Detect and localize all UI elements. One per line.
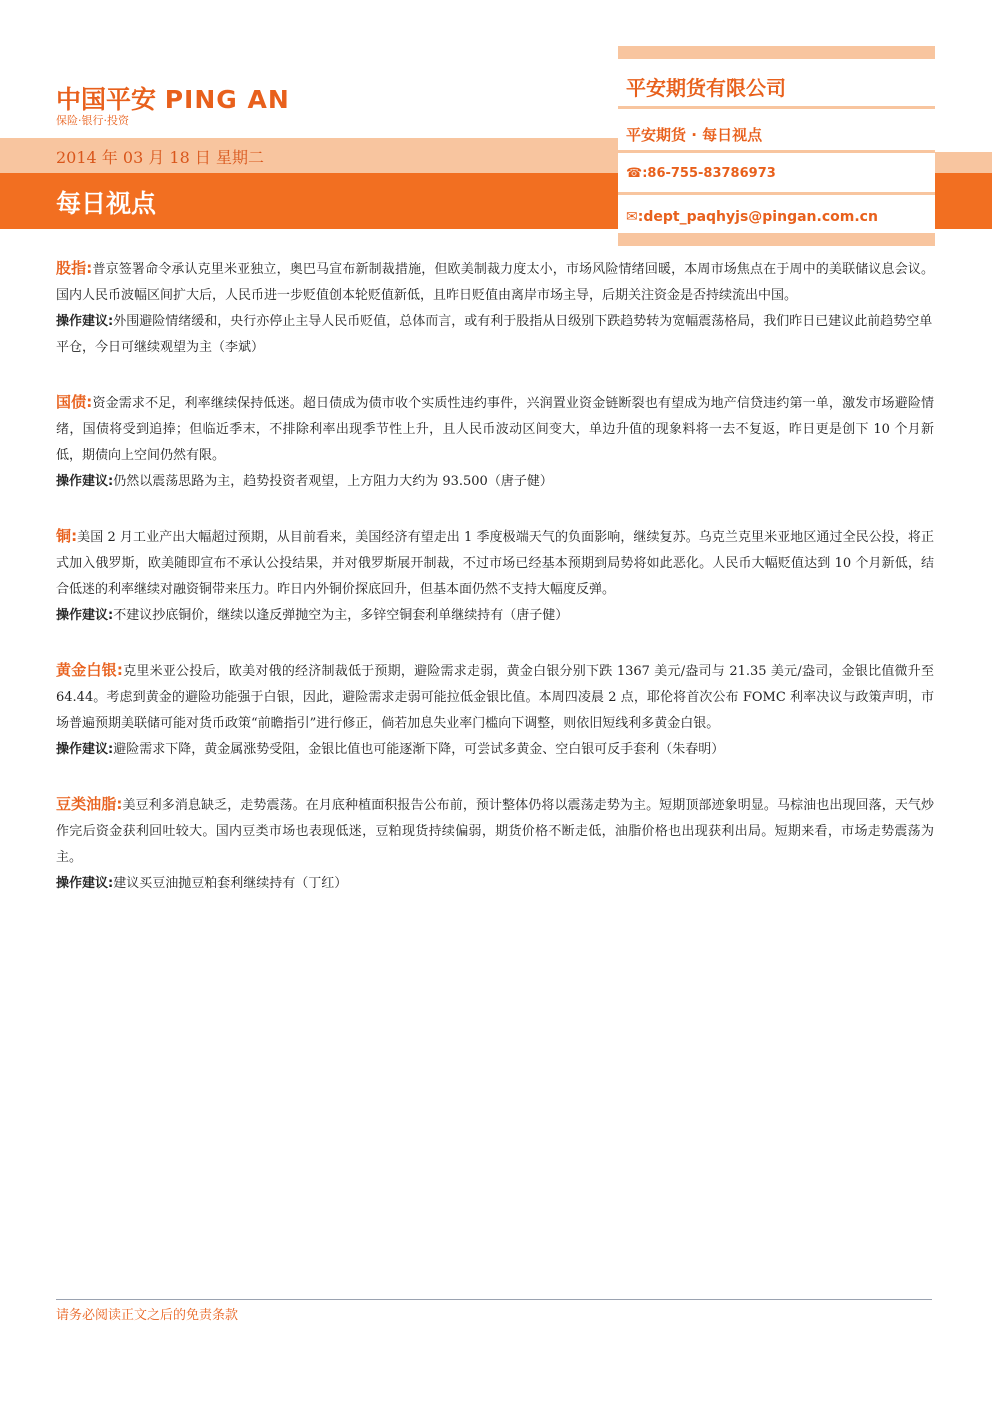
info-divider [618, 150, 935, 153]
info-box-top-bar [618, 46, 935, 59]
section-paragraph [56, 523, 934, 603]
advice-text: 仍然以震荡思路为主，趋势投资者观望，上方阻力大约为 93.500（唐子健） [113, 474, 553, 489]
section-advice [56, 469, 934, 495]
title-band-right [935, 173, 992, 229]
section-advice [56, 871, 934, 897]
section-label: 国债: [56, 393, 93, 411]
footer-divider [56, 1299, 932, 1300]
section-paragraph [56, 255, 934, 309]
section-text: 克里米亚公投后，欧美对俄的经济制裁低于预期，避险需求走弱，黄金白银分别下跌 1367 美元/盎司与 21.35 美元/盎司，金银比值微升至 64.44。考虑到黄金的避险功能强于白银，因此，避险需求走弱可能拉低金银比值。本周四凌晨 2 点，耶伦将首次公布 FOMC 利率决议与政策声明，市场普遍预期美联储可能对货币政策“前瞻指引”进行修正，倘若加息失业率门槛向下调整，则依旧短线利多黄金白银。 [56, 664, 935, 731]
logo-cn: 中国平安 [56, 85, 157, 114]
footer-disclaimer: 请务必阅读正文之后的免责条款 [56, 1308, 239, 1323]
logo-en: PING AN [164, 85, 290, 114]
info-divider [618, 106, 935, 109]
section-text: 美国 2 月工业产出大幅超过预期，从目前看来，美国经济有望走出 1 季度极端天气的负面影响，继续复苏。乌克兰克里米亚地区通过全民公投，将正式加入俄罗斯，欧美随即宣布不承认公投结果，并对俄罗斯展开制裁，不过市场已经基本预期到局势将如此恶化。人民币大幅贬值达到 10 个月新低，结合低迷的利率继续对融资铜带来压力。昨日内外铜价探底回升，但基本面仍然不支持大幅度反弹。 [56, 530, 934, 597]
logo-wordmark [56, 80, 290, 116]
section-text: 资金需求不足，利率继续保持低迷。超日债成为债市收个实质性违约事件，兴润置业资金链断裂也有望成为地产信贷违约第一单，激发市场避险情绪，国债将受到追捧；但临近季末，不排除利率出现季节性上升，且人民币波动区间变大，单边升值的现象料将一去不复返，昨日更是创下 10 个月新低，期债向上空间仍然有限。 [56, 396, 934, 463]
section-label: 黄金白银: [56, 661, 123, 679]
advice-label: 操作建议: [56, 608, 114, 623]
email-icon: ✉ [626, 209, 638, 225]
section-stock-index [56, 255, 934, 361]
section-label: 铜: [56, 527, 78, 545]
advice-label: 操作建议: [56, 742, 114, 757]
section-advice [56, 603, 934, 629]
advice-label: 操作建议: [56, 314, 114, 329]
date-band-right [935, 152, 992, 173]
advice-text: 不建议抄底铜价，继续以逢反弹抛空为主，多锌空铜套利单继续持有（唐子健） [113, 608, 569, 623]
section-text: 美豆利多消息缺乏，走势震荡。在月底种植面积报告公布前，预计整体仍将以震荡走势为主。短期顶部迹象明显。马棕油也出现回落，天气炒作完后资金获利回吐较大。国内豆类市场也表现低迷，豆粕现货持续偏弱，期货价格不断走低，油脂价格也出现获利出局。短期来看，市场走势震荡为主。 [56, 798, 934, 865]
page-title: 每日视点 [56, 189, 157, 218]
report-body [56, 255, 934, 925]
section-gold-silver [56, 657, 934, 763]
logo-tagline: 保险·银行·投资 [56, 114, 129, 127]
email-address[interactable]: :dept_paqhyjs@pingan.com.cn [637, 209, 878, 225]
section-treasury-bond [56, 389, 934, 495]
report-date: 2014 年 03 月 18 日 星期二 [56, 148, 264, 167]
contact-email[interactable] [626, 209, 878, 225]
section-label: 豆类油脂: [56, 795, 123, 813]
section-label: 股指: [56, 259, 93, 277]
section-advice [56, 737, 934, 763]
section-copper [56, 523, 934, 629]
contact-phone [626, 166, 776, 181]
advice-label: 操作建议: [56, 474, 114, 489]
section-paragraph [56, 389, 934, 469]
advice-label: 操作建议: [56, 876, 114, 891]
phone-number: :86-755-83786973 [642, 166, 776, 181]
advice-text: 避险需求下降，黄金属涨势受阻，金银比值也可能逐渐下降，可尝试多黄金、空白银可反手套利（朱春明） [113, 742, 725, 757]
section-soy-oils [56, 791, 934, 897]
section-paragraph [56, 657, 934, 737]
advice-text: 建议买豆油抛豆粕套利继续持有（丁红） [113, 876, 348, 891]
phone-icon: ☎ [626, 166, 643, 181]
info-box-bottom-bar [618, 233, 935, 246]
section-paragraph [56, 791, 934, 871]
info-subtitle: 平安期货 · 每日视点 [626, 126, 763, 144]
company-name: 平安期货有限公司 [626, 76, 786, 100]
section-text: 普京签署命令承认克里米亚独立，奥巴马宣布新制裁措施，但欧美制裁力度太小，市场风险情绪回暖，本周市场焦点在于周中的美联储议息会议。国内人民币波幅区间扩大后，人民币进一步贬值创本轮贬值新低，且昨日贬值由离岸市场主导，后期关注资金是否持续流出中国。 [56, 262, 934, 303]
info-divider [618, 192, 935, 195]
section-advice [56, 309, 934, 361]
advice-text: 外围避险情绪缓和，央行亦停止主导人民币贬值，总体而言，或有利于股指从日级别下跌趋势转为宽幅震荡格局，我们昨日已建议此前趋势空单平仓，今日可继续观望为主（李斌） [56, 314, 933, 355]
